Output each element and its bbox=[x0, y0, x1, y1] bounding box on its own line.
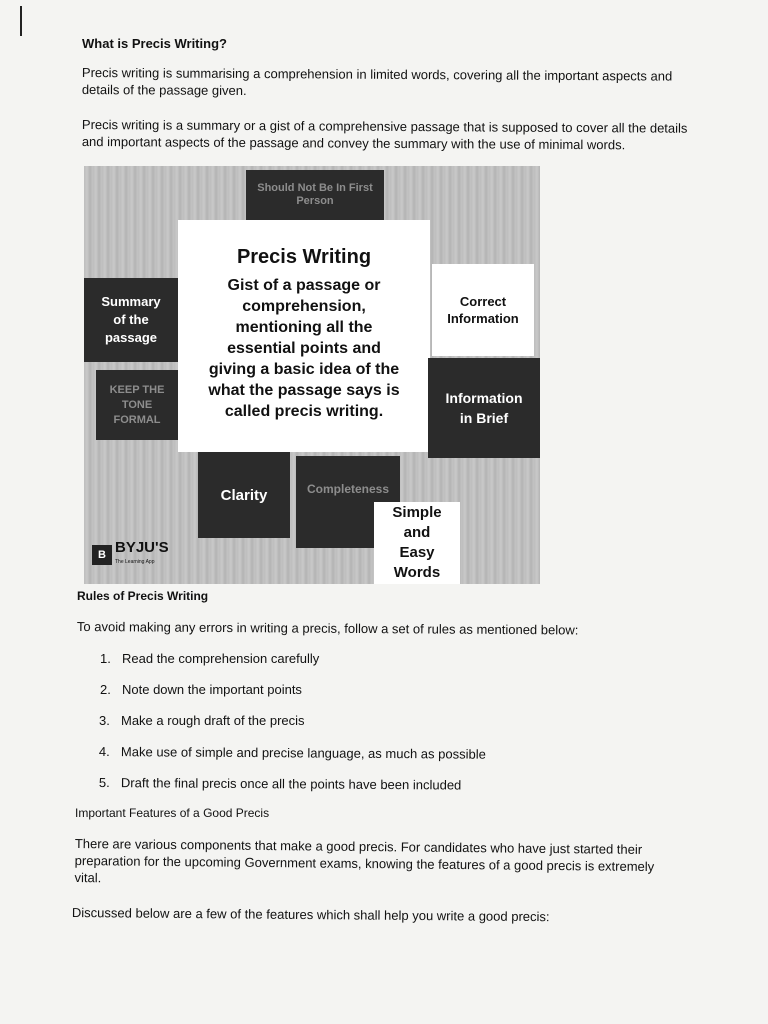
tile-text: TONE bbox=[121, 398, 153, 411]
infographic-title: Precis Writing bbox=[236, 246, 372, 268]
definition-line: what the passage says is bbox=[208, 382, 400, 399]
tile-text: KEEP THE bbox=[109, 383, 165, 396]
text-line: Precis writing is summarising a comprehension in limited words, covering all the important aspects and bbox=[81, 64, 673, 84]
precis-infographic bbox=[84, 166, 540, 584]
list-item bbox=[100, 651, 319, 666]
logo-text bbox=[115, 541, 169, 569]
center-definition-card bbox=[178, 220, 430, 452]
tile-text: of the bbox=[113, 312, 149, 327]
list-item bbox=[99, 744, 486, 762]
byjus-logo-icon: B bbox=[92, 545, 112, 565]
list-item bbox=[100, 682, 302, 697]
rules-intro: To avoid making any errors in writing a precis, follow a set of rules as mentioned below: bbox=[76, 619, 579, 638]
tile-text: and bbox=[403, 524, 431, 541]
tile-text: Simple bbox=[392, 504, 442, 521]
section-heading-rules: Rules of Precis Writing bbox=[77, 589, 209, 603]
tile-text: Information bbox=[447, 311, 519, 326]
tile-text: Person bbox=[296, 195, 334, 207]
text-line: vital. bbox=[74, 869, 102, 886]
tile-text: Easy bbox=[399, 544, 435, 561]
section-heading-features: Important Features of a Good Precis bbox=[75, 806, 270, 820]
tile-text: Words bbox=[393, 564, 441, 581]
tile-clarity: Clarity bbox=[198, 452, 290, 538]
tile-text: FORMAL bbox=[113, 413, 161, 426]
list-number: 2. bbox=[100, 682, 111, 697]
list-text: Read the comprehension carefully bbox=[122, 651, 320, 666]
tile-text: Summary bbox=[101, 294, 161, 309]
features-closing: Discussed below are a few of the features which shall help you write a good precis: bbox=[71, 904, 550, 925]
definition-line: Gist of a passage or bbox=[227, 277, 381, 294]
text-line: preparation for the upcoming Government exams, knowing the features of a good precis is extremely bbox=[74, 852, 655, 875]
definition-paragraph-1 bbox=[82, 64, 673, 102]
list-number: 3. bbox=[99, 713, 110, 728]
text-line: Precis writing is a summary or a gist of a comprehensive passage that is supposed to cover all the details bbox=[81, 116, 688, 136]
tile-first-person bbox=[246, 170, 384, 220]
infographic-definition bbox=[192, 275, 416, 422]
text-line: and important aspects of the passage and convey the summary with the use of minimal words. bbox=[81, 133, 626, 153]
definition-paragraph-2 bbox=[82, 116, 688, 154]
section-heading-what-is: What is Precis Writing? bbox=[82, 36, 227, 51]
list-number: 5. bbox=[98, 775, 110, 791]
definition-line: essential points and bbox=[227, 340, 381, 357]
list-text: Draft the final precis once all the points have been included bbox=[120, 775, 462, 793]
tile-text: passage bbox=[104, 330, 158, 345]
tile-text: Correct bbox=[459, 294, 507, 309]
tile-correct-information bbox=[432, 264, 534, 356]
tile-text: Should Not Be In First bbox=[257, 182, 373, 194]
byjus-logo bbox=[92, 540, 169, 570]
tile-information-brief bbox=[428, 358, 540, 458]
tile-tone-formal bbox=[96, 370, 178, 440]
list-number: 4. bbox=[98, 744, 110, 760]
tile-summary bbox=[84, 278, 178, 362]
list-item bbox=[99, 713, 305, 728]
tile-completeness: Completeness bbox=[296, 456, 400, 548]
text-line: details of the passage given. bbox=[81, 81, 247, 99]
list-item bbox=[99, 775, 461, 793]
definition-line: comprehension, bbox=[242, 298, 366, 315]
list-text: Make use of simple and precise language, as much as possible bbox=[120, 744, 486, 762]
text-line: There are various components that make a good precis. For candidates who have just started their bbox=[74, 835, 643, 857]
logo-tagline: The Learning App bbox=[115, 559, 155, 565]
logo-name: BYJU'S bbox=[115, 539, 169, 556]
list-text: Note down the important points bbox=[122, 682, 302, 697]
margin-mark bbox=[20, 6, 22, 36]
definition-line: called precis writing. bbox=[224, 403, 384, 420]
list-number: 1. bbox=[100, 651, 111, 666]
list-text: Make a rough draft of the precis bbox=[121, 713, 305, 728]
tile-text: Information bbox=[445, 390, 523, 406]
tile-simple-words bbox=[374, 502, 460, 584]
tile-text: in Brief bbox=[459, 410, 509, 426]
definition-line: giving a basic idea of the bbox=[208, 361, 400, 378]
features-paragraph bbox=[74, 835, 654, 892]
definition-line: mentioning all the bbox=[235, 319, 373, 336]
